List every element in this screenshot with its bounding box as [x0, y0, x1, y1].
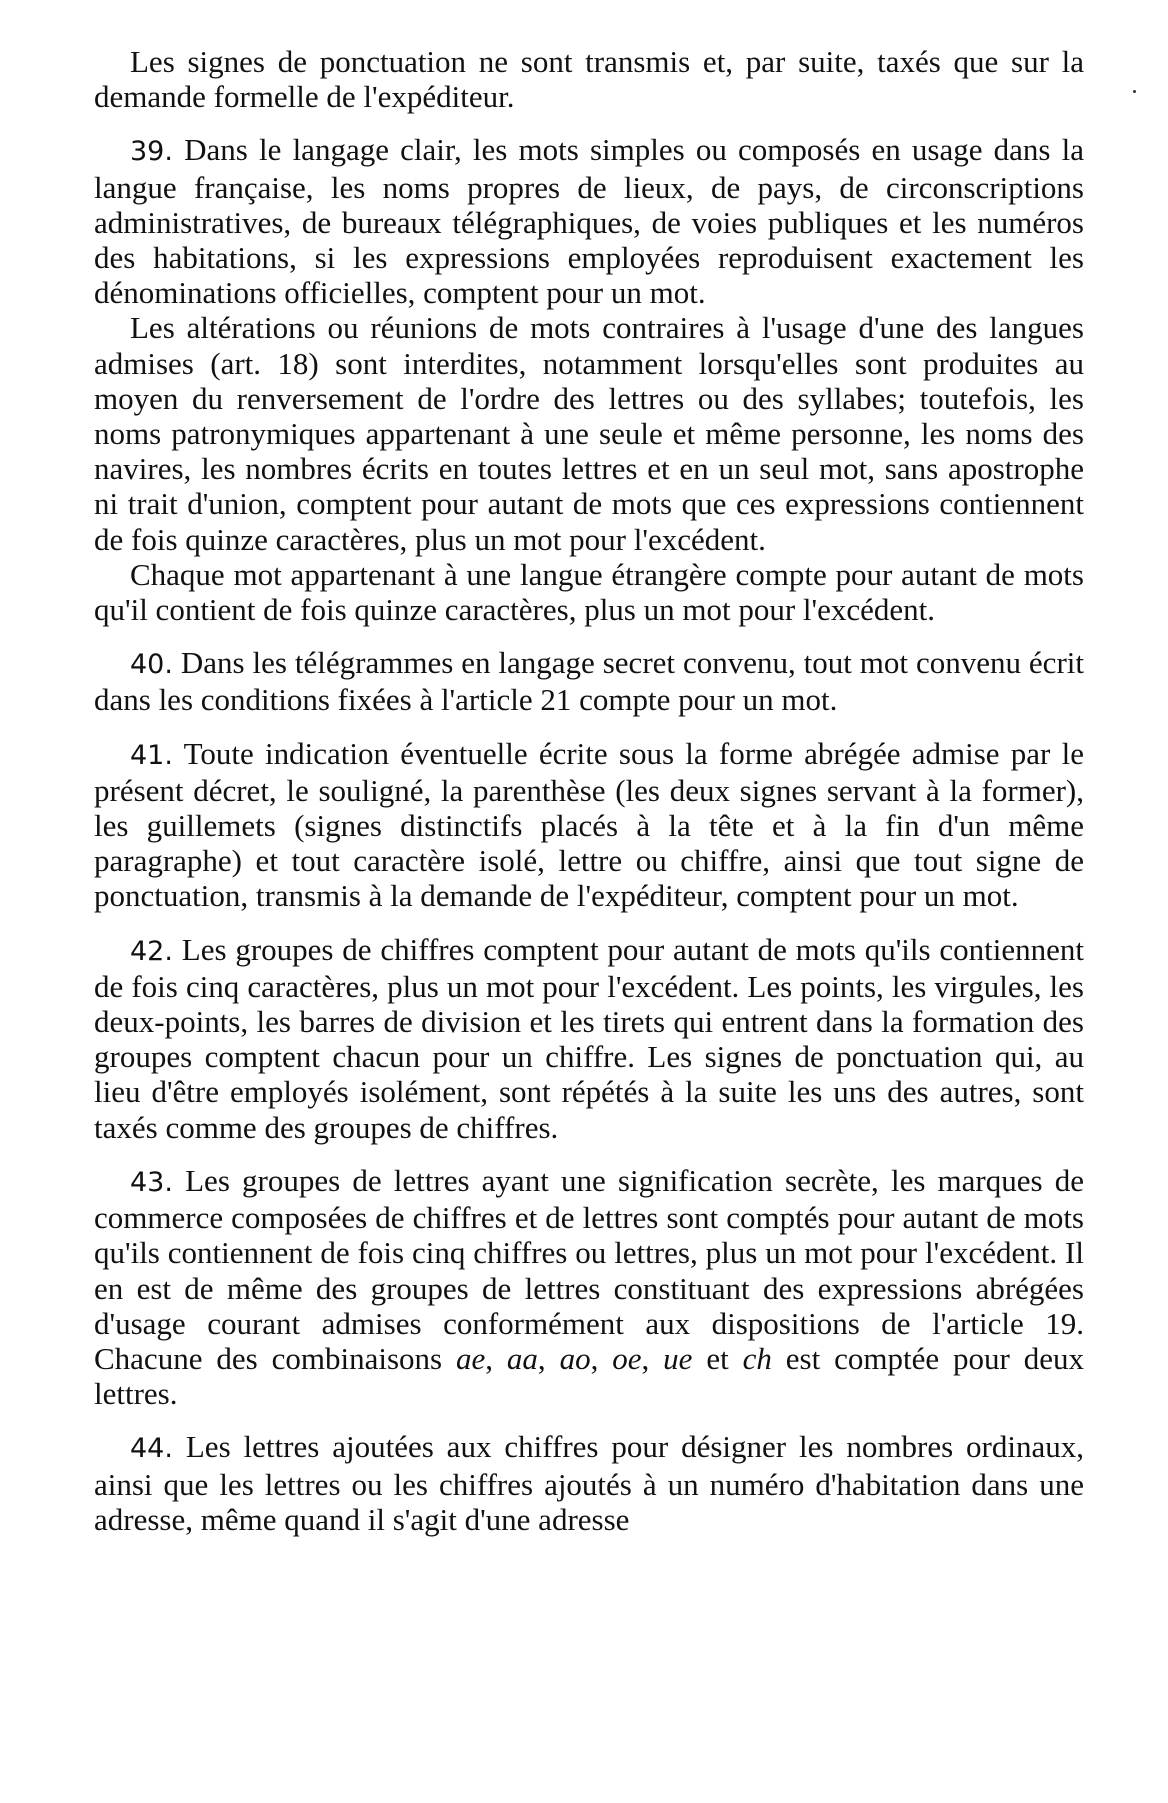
article-number: 42.: [130, 935, 173, 967]
article-text: Dans le langage clair, les mots simples ou composés en usage dans la langue française, les noms propres de lieux, de pays, de circonscriptions administratives, de bureaux télégraphiques, de voies publiques et les numéros des habitations, si les expressions employées reproduisent exactement les dénominations officielles, comptent pour un mot.: [94, 132, 1085, 311]
paragraph-intro: [94, 44, 1084, 114]
article-number: 40.: [130, 649, 173, 681]
document-page: [94, 44, 1084, 1537]
article-39-paragraph-3: [94, 557, 1084, 627]
paragraph-ending: est comptée pour deux lettres.: [94, 1340, 1085, 1412]
article-number: 43.: [130, 1166, 173, 1198]
italic-combination: ch: [742, 1340, 772, 1376]
article-44: [94, 1429, 1084, 1537]
article-text: Les groupes de lettres ayant une signification secrète, les marques de commerce composées de chiffres et de lettres sont comptés pour autant de mots qu'ils contiennent de fois cinq chiffres ou lettres, plus un mot pour l'excédent. Il en est de même des groupes de lettres constituant des expressions abrégées d'usage courant admises conformément aux dispositions de l'article 19. Chacune des combinaisons: [94, 1162, 1085, 1376]
article-text: Les lettres ajoutées aux chiffres pour désigner les nombres ordinaux, ainsi que les lettres ou les chiffres ajoutés à un numéro d'habitation dans une adresse, même quand il s'agit d'une adresse: [94, 1429, 1085, 1537]
stray-dot: [1133, 90, 1136, 93]
article-number: 39.: [130, 136, 173, 168]
joiner-word: et: [706, 1340, 729, 1376]
article-42: [94, 932, 1084, 1145]
italic-combination: ao: [559, 1340, 591, 1376]
italic-combination: oe: [612, 1340, 642, 1376]
article-39-paragraph-2: [94, 310, 1084, 556]
paragraph-text: Les altérations ou réunions de mots contraires à l'usage d'une des langues admises (art. 18) sont interdites, notamment lorsqu'elles sont produites au moyen du renversement de l'ordre des lettres ou des syllabes; toutefois, les noms patronymiques appartenant à une seule et même personne, les noms des navires, les nombres écrits en toutes lettres et en un seul mot, sans apostrophe ni trait d'union, comptent pour autant de mots que ces expressions contiennent de fois quinze caractères, plus un mot pour l'excédent.: [94, 310, 1084, 557]
article-number: 41.: [130, 739, 173, 771]
article-39: [94, 132, 1084, 310]
italic-combination: aa: [506, 1340, 538, 1376]
paragraph-text: Les signes de ponctuation ne sont transmis et, par suite, taxés que sur la demande formelle de l'expéditeur.: [94, 44, 1084, 115]
paragraph-text: Chaque mot appartenant à une langue étrangère compte pour autant de mots qu'il contient de fois quinze caractères, plus un mot pour l'excédent.: [94, 556, 1084, 628]
article-text: Toute indication éventuelle écrite sous la forme abrégée admise par le présent décret, le souligné, la parenthèse (les deux signes servant à la former), les guillemets (signes distinctifs placés à la tête et à la fin d'un même paragraphe) et tout caractère isolé, lettre ou chiffre, ainsi que tout signe de ponctuation, transmis à la demande de l'expéditeur, comptent pour un mot.: [94, 735, 1084, 914]
article-41: [94, 736, 1084, 914]
italic-combination: ue: [663, 1340, 693, 1376]
article-43: 43. Les groupes de lettres ayant une signification secrète, les marques de commerce composées de chiffres et de lettres sont comptés pour autant de mots qu'ils contiennent de fois cinq chiffres ou lettres, plus un mot pour l'excédent. Il en est de même des groupes de lettres constituant des expressions abrégées d'usage courant admises conformément aux dispositions de l'article 19. Chacune des combinaisons ae, aa, ao, oe, ue et ch est comptée pour deux lettres.: [94, 1162, 1085, 1412]
article-40: [94, 645, 1084, 717]
article-text: Les groupes de chiffres comptent pour autant de mots qu'ils contiennent de fois cinq caractères, plus un mot pour l'excédent. Les points, les virgules, les deux-points, les barres de division et les tirets qui entrent dans la formation des groupes comptent chacun pour un chiffre. Les signes de ponctuation qui, au lieu d'être employés isolément, sont répétés à la suite les uns des autres, sont taxés comme des groupes de chiffres.: [94, 931, 1085, 1145]
italic-combination: ae: [455, 1340, 486, 1376]
article-text: Dans les télégrammes en langage secret convenu, tout mot convenu écrit dans les conditions fixées à l'article 21 compte pour un mot.: [94, 645, 1084, 718]
article-number: 44.: [130, 1433, 173, 1465]
